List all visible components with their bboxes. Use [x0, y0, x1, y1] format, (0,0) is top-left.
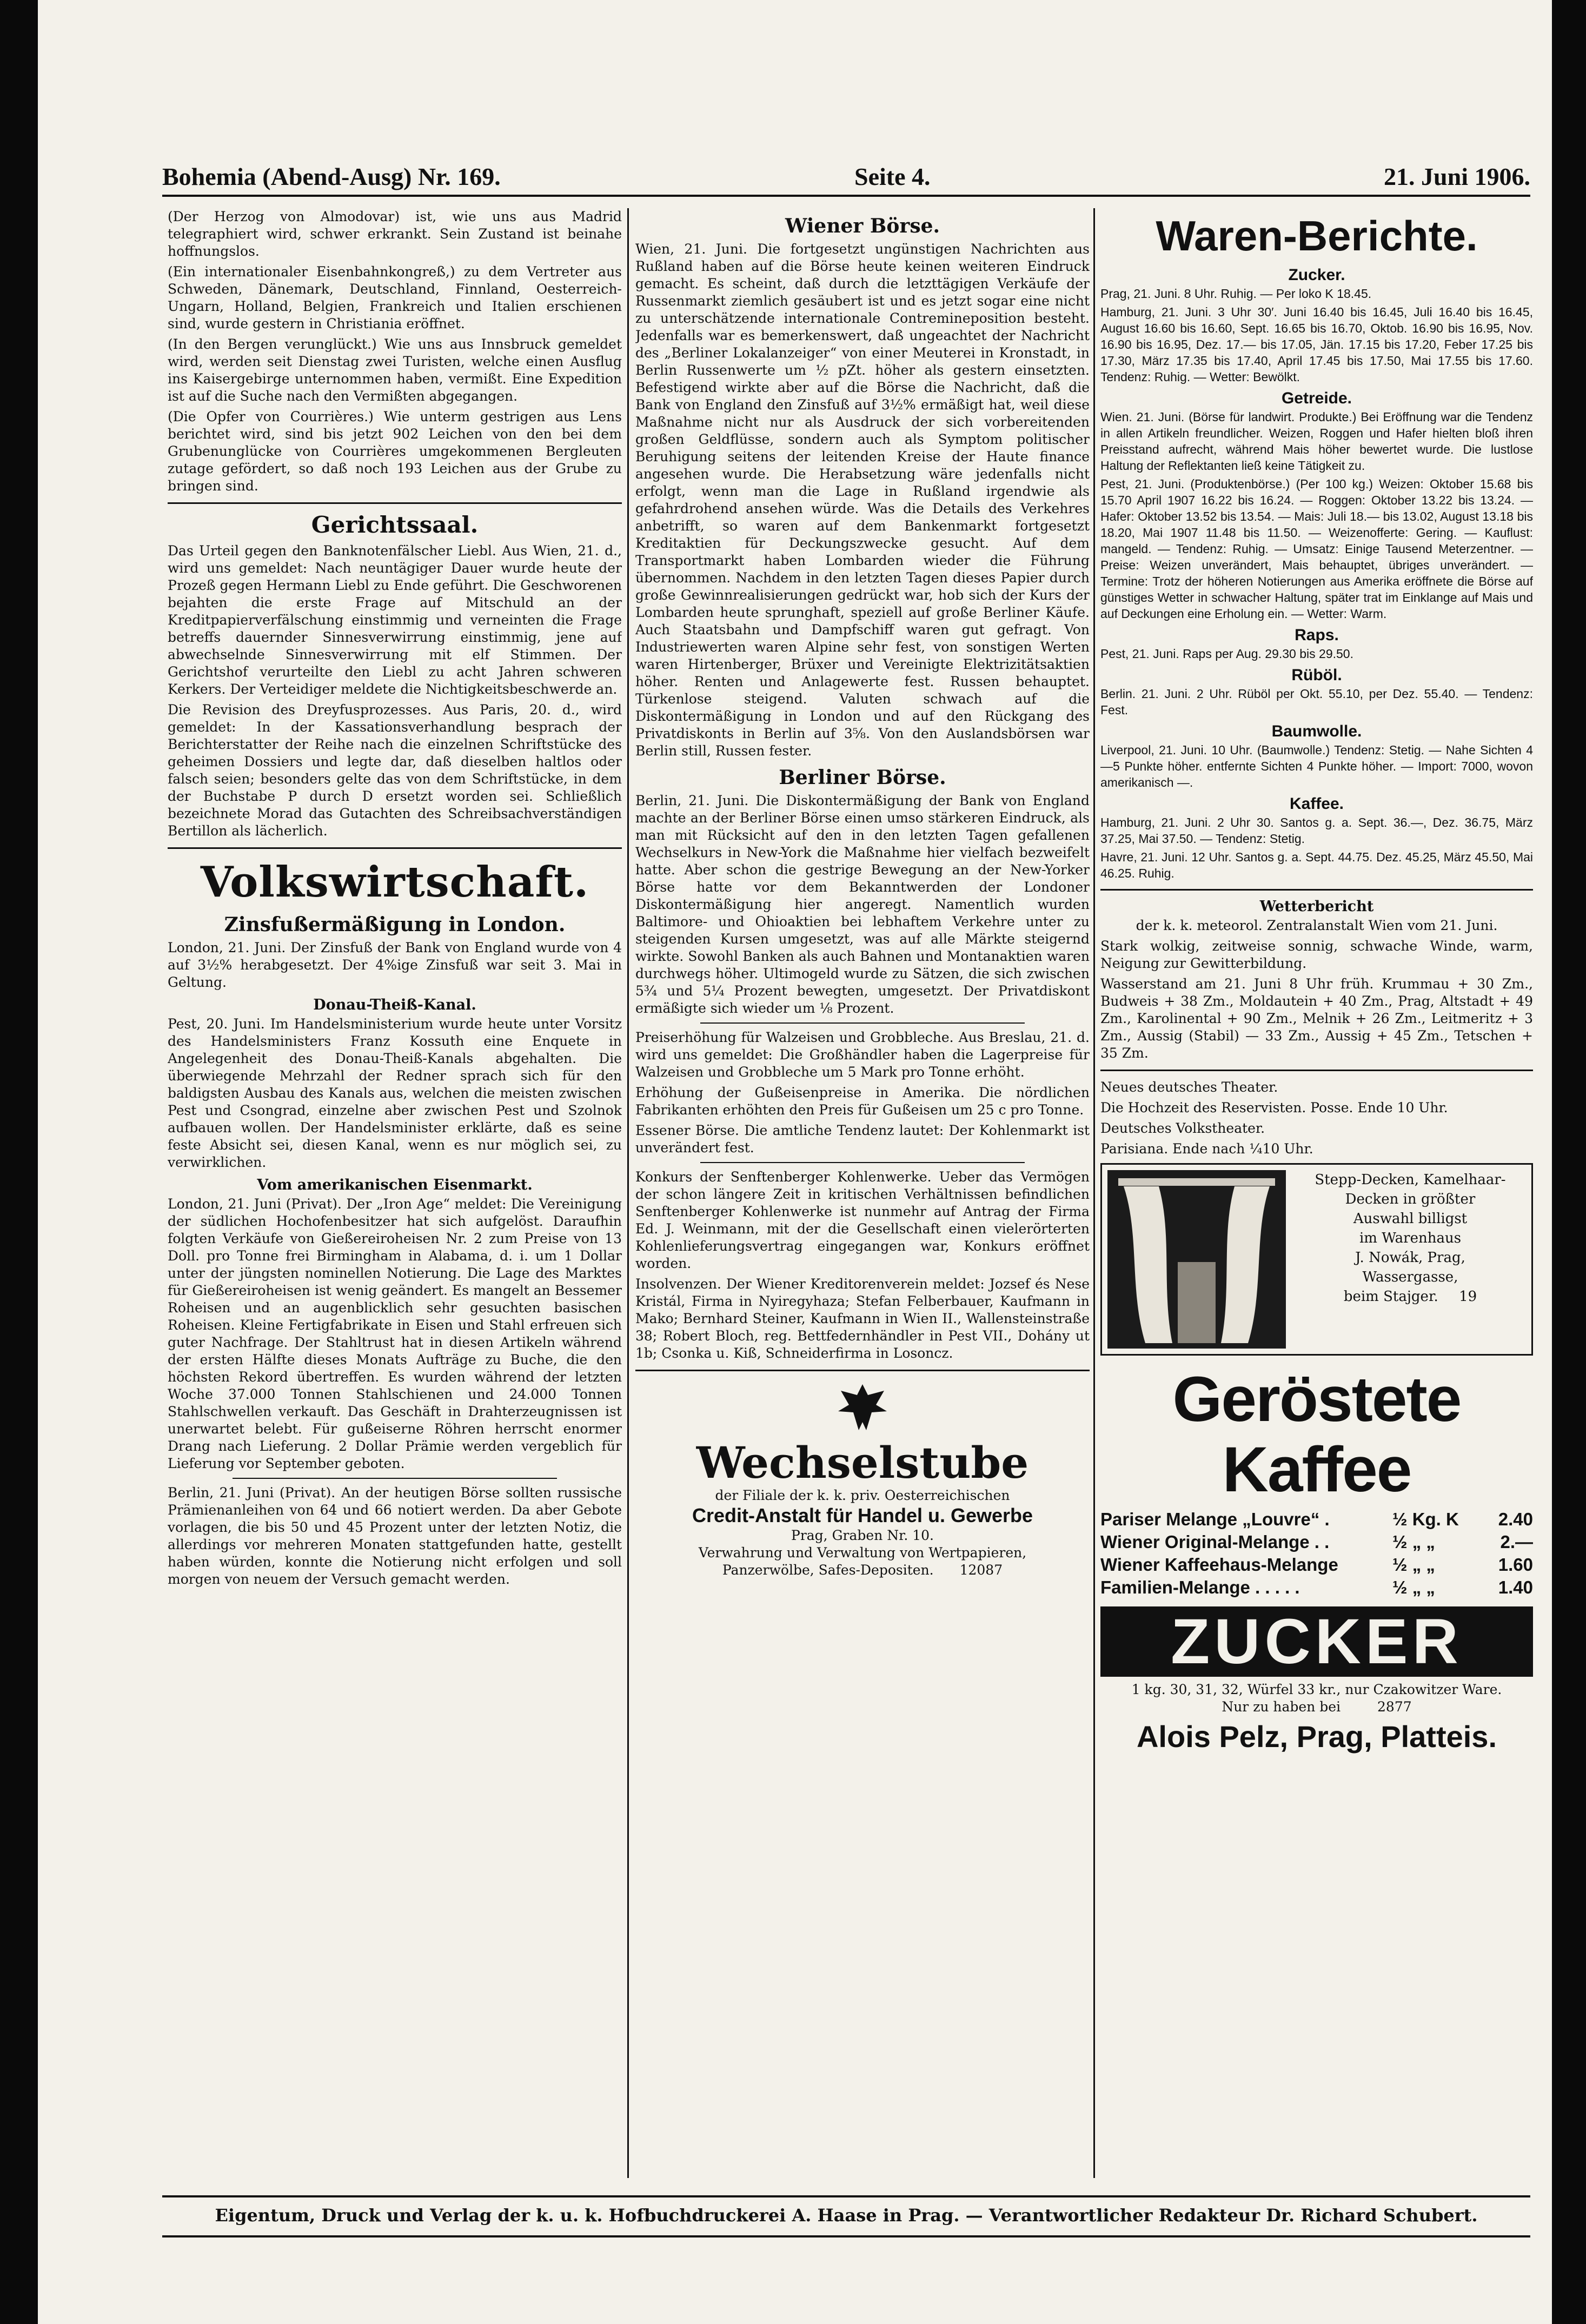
article: Die Revision des Dreyfusprozesses. Aus Paris, 20. d., wird gemeldet: In der Kassationsverhandlung besprach der Berichterstatter der Reihe nach die einzelnen Schriftstücke des geheimen Dossiers und legte dar, daß dieselben haltlos oder falsch seien; besonders gelte das von dem Schriftstücke, in dem der Buchstabe P durch D ersetzt worden sei. Schließlich bezeichnete Morad das Gutachten des Schreibsachverständigen Bertillon als lächerlich. [168, 702, 622, 839]
headline-wiener-boerse: Wiener Börse. [785, 215, 940, 237]
wechselstube-services: Panzerwölbe, Safes-Depositen. [722, 1562, 934, 1578]
product-qty: ½ „ „ [1392, 1577, 1435, 1597]
bank-name: Credit-Anstalt für Handel u. Gewerbe [692, 1504, 1033, 1526]
commodity-report: Berlin. 21. Juni. 2 Uhr. Rüböl per Okt. 55.10, per Dez. 55.40. — Tendenz: Fest. [1100, 687, 1533, 717]
article: Essener Börse. Die amtliche Tendenz lautet: Der Kohlenmarkt ist unverändert fest. [635, 1123, 1090, 1156]
wechselstube-line: Verwahrung und Verwaltung von Wertpapieren, [698, 1545, 1027, 1561]
section-title-gerichtssaal: Gerichtssaal. [311, 512, 479, 538]
wechselstube-ad [635, 1379, 1090, 1579]
divider [700, 1022, 1025, 1024]
notice: (In den Bergen verunglückt.) Wie uns aus Innsbruck gemeldet wird, werden seit Dienstag zwei Turisten, welche einen Ausflug ins Kaisergebirge unternommen haben, vermißt. Eine Expedition ist auf die Suche nach den Vermißten abgegangen. [168, 336, 622, 404]
article: Preiserhöhung für Walzeisen und Grobbleche. Aus Breslau, 21. d. wird uns gemeldet: Die Großhändler haben die Lagerpreise für Walzeisen und Grobbleche um 5 Mark pro Tonne erhöht. [635, 1030, 1090, 1080]
ad-line: im Warenhaus [1359, 1230, 1462, 1246]
curtain-illustration [1107, 1170, 1286, 1349]
wechselstube-address: Prag, Graben Nr. 10. [791, 1528, 934, 1543]
product-price: 1.60 [1498, 1555, 1533, 1575]
wechselstube-line [635, 1562, 1090, 1579]
ad-number: 2877 [1377, 1699, 1412, 1715]
article: Konkurs der Senftenberger Kohlenwerke. Ueber das Vermögen der schon längere Zeit in kritischen Verhältnissen befindlichen Senftenberger Kohlenwerke ist nunmehr auf Antrag der Firma Ed. J. Weinmann, mit der die Gesellschaft einen vielerörterten Kohlenlieferungsvertrag eingegangen war, Konkurs eröffnet worden. [635, 1169, 1090, 1271]
ad-address: beim Stajger. [1343, 1289, 1438, 1305]
headline: Donau-Theiß-Kanal. [313, 997, 476, 1013]
article: Das Urteil gegen den Banknotenfälscher Liebl. Aus Wien, 21. d., wird uns gemeldet: Nach neuntägiger Dauer wurde heute der Prozeß gegen Hermann Liebl zu Ende geführt. Die Geschworenen bejahten die erste Frage auf Mitschuld an der Kreditpapierverfälschung einstimmig und verneinten die Frage betreffs dauernder Sinnesverwirrung einstimmig, jene auf abwechselnde Sinnesverwirrung mit elf Stimmen. Der Gerichtshof verurteilte den Liebl zu acht Jahren schweren Kerkers. Der Verteidiger meldete die Nichtigkeitsbeschwerde an. [168, 543, 622, 697]
commodity-heading: Getreide. [1281, 389, 1352, 407]
column-2 [635, 208, 1090, 2178]
theater-program: Die Hochzeit des Reservisten. Posse. Ende 10 Uhr. [1100, 1100, 1448, 1115]
headline: Zinsfußermäßigung in London. [224, 913, 566, 936]
price-row [1100, 1576, 1533, 1599]
product-price: 2.40 [1498, 1509, 1533, 1529]
notice: (Die Opfer von Courrières.) Wie unterm gestrigen aus Lens berichtet wird, sind bis jetzt 902 Leichen von den bei dem Grubenunglücke von Courrières umgekommenen Bergleuten zutage gefördert, so daß noch 193 Leichen aus der Grube zu bringen sind. [168, 409, 622, 494]
commodity-report: Hamburg, 21. Juni. 3 Uhr 30′. Juni 16.40 bis 16.45, Juli 16.40 bis 16.45, August 16.60 bis 16.60, Sept. 16.65 bis 16.70, Oktob. 16.90 bis 16.95, Nov. 16.90 bis 16.95, Dez. 17.— bis 17.05, Jän. 17.15 bis 17.20, Feber 17.25 bis 17.30, März 17.35 bis 17.40, April 17.45 bis 17.50, Mai 17.55 bis 17.60. Tendenz: Ruhig. — Wetter: Bewölkt. [1100, 305, 1533, 384]
product-qty: ½ Kg. K [1392, 1509, 1459, 1529]
commodity-report: Wien. 21. Juni. (Börse für landwirt. Produkte.) Bei Eröffnung war die Tendenz in allen Artikeln freundlicher. Weizen, Roggen und Hafer hielten bloß ihren Preisstand aufrecht, während Mais höher bewertet wurde. Die lustlose Haltung der Reflektanten ließ keine Tätigkeit zu. [1100, 410, 1533, 473]
product-name: Pariser Melange „Louvre“ . [1100, 1509, 1330, 1529]
product-qty: ½ „ „ [1392, 1532, 1435, 1552]
article: Erhöhung der Gußeisenpreise in Amerika. Die nördlichen Fabrikanten erhöhten den Preis für Gußeisen um 25 c pro Tonne. [635, 1085, 1090, 1118]
price-row [1100, 1531, 1533, 1553]
price-row [1100, 1553, 1533, 1576]
section-title-volkswirtschaft: Volkswirtschaft. [200, 858, 589, 907]
commodity-heading: Kaffee. [1289, 795, 1344, 813]
commodity-report: Pest, 21. Juni. (Produktenbörse.) (Per 100 kg.) Weizen: Oktober 15.68 bis 15.70 April 1907 16.22 bis 16.24. — Roggen: Oktober 13.22 bis 13.24. — Hafer: Oktober 13.52 bis 13.54. — Mais: Juli 18.— bis 13.02, August 13.18 bis 18.20, Mai 1907 11.48 bis 11.50. — Weizenofferte: Gering. — Kauflust: mangeld. — Tendenz: Ruhig. — Umsatz: Einige Tausend Meterzentner. — Preise: Weizen unverändert, Mais behauptet, übriges unverändert. — Termine: Trotz der höheren Notierungen aus Amerika eröffnete die Börse auf günstiges Wetter in schwacher Haltung, später trat im Einklange auf Mais und auf Deckungen eine Erholung ein. — Wetter: Warm. [1100, 477, 1533, 621]
wechselstube-line: der Filiale der k. k. priv. Oesterreichischen [715, 1488, 1010, 1503]
article: London, 21. Juni. Der Zinsfuß der Bank von England wurde von 4 auf 3½% herabgesetzt. Der 4%ige Zinsfuß war seit 3. Mai in Geltung. [168, 940, 622, 990]
article: Wien, 21. Juni. Die fortgesetzt ungünstigen Nachrichten aus Rußland haben auf die Börse heute keinen weiteren Eindruck gemacht. Es scheint, daß durch die letzttägigen Verkäufe der Russenmarkt ziemlich gesäubert ist und es jetzt sogar eine nicht zu unterschätzende internationale Contremineposition besteht. Jedenfalls war es bemerkenswert, daß ungeachtet der Nachricht des „Berliner Lokalanzeiger“ von einer Meuterei in Kronstadt, in Berlin Russenwerte um ½ pZt. höher als gestern einsetzten. Befestigend wirkte aber auf die Börse die Nachricht, daß die Bank von England den Zinsfuß auf 3½% ermäßigt hat, weil diese Maßnahme nicht nur als Ausdruck der sich vorbereitenden großen Geldflüsse, sondern auch als Symptom politischer Beruhigung seitens der leitenden Kreise der Haute finance angesehen wurde. Die Herabsetzung wäre jedenfalls nicht erfolgt, wenn man die Lage in Rußland irgendwie als gefahrdrohend ansehen würde. Was die Details des Verkehres anbetrifft, so waren auf dem Bankenmarkt fortgesetzt Kreditaktien für Deckungszwecke gesucht. Auf dem Transportmarkt haben Lombarden wieder die Führung übernommen. Nachdem in den letzten Tagen dieses Papier durch große Gewinnrealisierungen gedrückt war, hob sich der Kurs der Lombarden heute sprunghaft, speziell auf große Berliner Käufe. Auch Staatsbahn und Dampfschiff waren gut gefragt. Von Industriewerten waren Alpine sehr fest, von sonstigen Werten waren Hirtenberger, Brüxer und Vereinigte Elektrizitätsaktien höher. Renten und Anlagewerte fest. Russen behauptet. Türkenlose steigend. Valuten schwach auf die Diskontermäßigung in London und auf den Rückgang des Privatdiskonts in Berlin auf 3⅝. Von den Auslandsbörsen war Berlin still, Russen fester. [635, 241, 1090, 759]
notice: (Der Herzog von Almodovar) ist, wie uns aus Madrid telegraphiert wird, schwer erkrankt. Sein Zustand ist beinahe hoffnungslos. [168, 209, 622, 259]
wechselstube-title: Wechselstube [696, 1437, 1029, 1488]
merchant-name: Alois Pelz, Prag, Platteis. [1136, 1719, 1497, 1754]
divider [233, 1478, 557, 1479]
commodity-report: Havre, 21. Juni. 12 Uhr. Santos g. a. Sept. 44.75. Dez. 45.25, März 45.50, Mai 46.25. Ruhig. [1100, 850, 1533, 880]
theater-name: Deutsches Volkstheater. [1100, 1120, 1265, 1136]
divider [1100, 889, 1533, 891]
commodity-heading: Raps. [1295, 626, 1339, 644]
commodity-report: Hamburg, 21. Juni. 2 Uhr 30. Santos g. a. Sept. 36.—, Dez. 36.75, März 37.25, Mai 37.50. — Tendenz: Stetig. [1100, 815, 1533, 846]
divider [1100, 1070, 1533, 1071]
ad-number: 19 [1459, 1289, 1477, 1305]
article: Pest, 20. Juni. Im Handelsministerium wurde heute unter Vorsitz des Handelsministers Franz Kossuth eine Enquete in Angelegenheit des Donau-Theiß-Kanals abgehalten. Die überwiegende Mehrzahl der Redner sprach sich für den baldigsten Ausbau des Kanals aus, welchen die meisten zwischen Pest und Csongrad, einzelne aber zwischen Pest und Szolnok aufbauen wollen. Der Handelsminister erklärte, daß es seine feste Absicht sei, diesen Kanal, wenn es nur möglich sei, zu verwirklichen. [168, 1016, 622, 1170]
divider [168, 502, 622, 504]
header-issue: Bohemia (Abend-Ausg) Nr. 169. [162, 163, 501, 190]
header-date: 21. Juni 1906. [1384, 163, 1530, 190]
commodity-heading: Baumwolle. [1271, 722, 1362, 740]
ad-line [1295, 1287, 1526, 1306]
weather-heading: Wetterbericht [1259, 898, 1374, 915]
ad-line: Wassergasse, [1362, 1269, 1458, 1285]
headline-berliner-boerse: Berliner Börse. [779, 766, 946, 789]
headline: Vom amerikanischen Eisenmarkt. [257, 1177, 533, 1193]
section-title-waren-berichte: Waren-Berichte. [1156, 212, 1478, 260]
column-1 [168, 208, 622, 2178]
theater-program: Parisiana. Ende nach ¼10 Uhr. [1100, 1141, 1313, 1157]
product-price: 1.40 [1498, 1577, 1533, 1597]
commodity-heading: Rüböl. [1291, 666, 1342, 684]
product-name: Familien-Melange . . . . . [1100, 1577, 1300, 1597]
column-divider [1093, 208, 1095, 2178]
ad-line: Auswahl billigst [1353, 1211, 1468, 1227]
article: Berlin, 21. Juni. Die Diskontermäßigung der Bank von England machte an der Berliner Börse einen umso stärkeren Eindruck, als man mit Rücksicht auf den in den letzten Tagen gefallenen Wechselkurs in New-York die Maßnahme hier vielfach bezweifelt hatte. Aber schon die gestrige Bewegung an der New-Yorker Börse hatte vor dem Bekanntwerden der Londoner Diskontermäßigung hier angeregt. Namentlich wurden Baltimore- und Ohioaktien bei lebhaftem Verkehre unter zu steigenden Kursen umgesetzt, was auf alle Märkte steigernd wirkte. Sowohl Banken als auch Bahnen und Montanaktien waren durchwegs höher. Ultimogeld wurde zu Sätzen, die sich zwischen 5¾ und 5¼ Prozent bewegten, umgesetzt. Der Privatdiskont ermäßigte sich wieder um ⅛ Prozent. [635, 793, 1090, 1016]
double-eagle-icon [833, 1379, 892, 1438]
ad-number: 12087 [959, 1562, 1003, 1578]
divider [635, 1370, 1090, 1371]
divider [700, 1162, 1025, 1163]
price-row [1100, 1508, 1533, 1531]
ad-line: J. Nowák, Prag, [1355, 1250, 1465, 1266]
sugar-ad-title: ZUCKER [1100, 1606, 1533, 1677]
column-3 [1100, 208, 1533, 2178]
blanket-ad-text [1295, 1170, 1526, 1349]
sugar-ad-line [1100, 1698, 1533, 1716]
commodity-heading: Zucker. [1288, 266, 1345, 284]
weather-report: Stark wolkig, zeitweise sonnig, schwache Winde, warm, Neigung zur Gewitterbildung. [1100, 938, 1533, 971]
water-level-report: Wasserstand am 21. Juni 8 Uhr früh. Krummau + 30 Zm., Budweis + 38 Zm., Moldautein + 40 Zm., Prag, Altstadt + 49 Zm., Karolinental + 90 Zm., Melnik + 26 Zm., Leitmeritz + 3 Zm., Aussig (Stabil) — 33 Zm., Aussig + 45 Zm., Tetschen + 35 Zm. [1100, 976, 1533, 1061]
ad-line: Nur zu haben bei [1222, 1699, 1341, 1715]
column-divider [627, 208, 629, 2178]
commodity-report: Pest, 21. Juni. Raps per Aug. 29.30 bis 29.50. [1100, 647, 1353, 661]
theater-name: Neues deutsches Theater. [1100, 1079, 1278, 1095]
article: Berlin, 21. Juni (Privat). An der heutigen Börse sollten russische Prämienanleihen von 64 und 66 notiert werden. Da aber Gebote vorlagen, die bis 50 und 45 Prozent unter der letzten Notiz, die allerdings vor mehreren Monaten stattgefunden hatte, gestellt haben würden, konnte die Notierung nicht erfolgen und soll morgen von neuem der Versuch gemacht werden. [168, 1485, 622, 1587]
page-header [162, 162, 1530, 197]
weather-source: der k. k. meteorol. Zentralanstalt Wien vom 21. Juni. [1136, 918, 1498, 933]
commodity-report: Prag, 21. Juni. 8 Uhr. Ruhig. — Per loko K 18.45. [1100, 287, 1372, 301]
product-price: 2.— [1500, 1532, 1533, 1552]
coffee-ad-title: Geröstete Kaffee [1172, 1364, 1461, 1505]
header-page-number: Seite 4. [854, 163, 931, 190]
notice: (Ein internationaler Eisenbahnkongreß,) zu dem Vertreter aus Schweden, Dänemark, Deutschland, Finnland, Oesterreich-Ungarn, Holland, Belgien, Frankreich und Italien erschienen sind, wurde gestern in Christiania eröffnet. [168, 264, 622, 331]
divider [168, 847, 622, 849]
article: London, 21. Juni (Privat). Der „Iron Age“ meldet: Die Vereinigung der südlichen Hochofenbesitzer hat sich aufgelöst. Daraufhin folgten Verkäufe von Gießereiroheisen Nr. 2 zum Preise von 13 Doll. pro Tonne frei Birmingham in Alabama, d. i. um 1 Dollar unter der jüngsten nominellen Notierung. Die Lage des Marktes für Gießereiroheisen ist wenig geändert. Es mangelt an Bessemer Roheisen und an augenblicklich sehr gesuchten basischen Roheisen. Kleine Fertigfabrikate in Eisen und Stahl erfreuen sich guter Nachfrage. Der Stahltrust hat in diesen Artikeln während der ersten Hälfte dieses Monats Aufträge zu Buche, die den höchsten Rekord übertreffen. Es wurden während der letzten Woche 37.000 Tonnen Stahlschienen und 24.000 Tonnen Stahlschwellen verkauft. Das Geschäft in Drahterzeugnissen ist unerwartet belebt. Für gußeiserne Röhren herrscht enormer Drang nach Lieferung. 2 Dollar Prämie werden vergeblich für Lieferung vor September geboten. [168, 1196, 622, 1471]
product-name: Wiener Original-Melange . . [1100, 1532, 1330, 1552]
newspaper-page [38, 0, 1552, 2324]
product-name: Wiener Kaffeehaus-Melange [1100, 1555, 1338, 1575]
product-qty: ½ „ „ [1392, 1555, 1435, 1575]
sugar-ad-line: 1 kg. 30, 31, 32, Würfel 33 kr., nur Czakowitzer Ware. [1131, 1682, 1502, 1697]
article: Insolvenzen. Der Wiener Kreditorenverein meldet: Jozsef és Nese Kristál, Firma in Nyiregyhaza; Stefan Felberbauer, Kaufmann in Mako; Bernhard Steiner, Kaufmann in Wien II., Wallensteinstraße 38; Robert Bloch, reg. Bettfedernhändler in Pest VII., Dohány ut 1b; Csonka u. Kiß, Schneiderfirma in Losoncz. [635, 1276, 1090, 1361]
commodity-report: Liverpool, 21. Juni. 10 Uhr. (Baumwolle.) Tendenz: Stetig. — Nahe Sichten 4—5 Punkte höher. entfernte Sichten 4 Punkte höher. — Import: 7000, wovon amerikanisch —. [1100, 743, 1533, 789]
blanket-ad [1100, 1163, 1533, 1356]
ad-line: Stepp-Decken, Kamelhaar-Decken in größter [1315, 1172, 1506, 1207]
imprint-footer: Eigentum, Druck und Verlag der k. u. k. Hofbuchdruckerei A. Haase in Prag. — Verantwortlicher Redakteur Dr. Richard Schubert. [162, 2195, 1530, 2237]
